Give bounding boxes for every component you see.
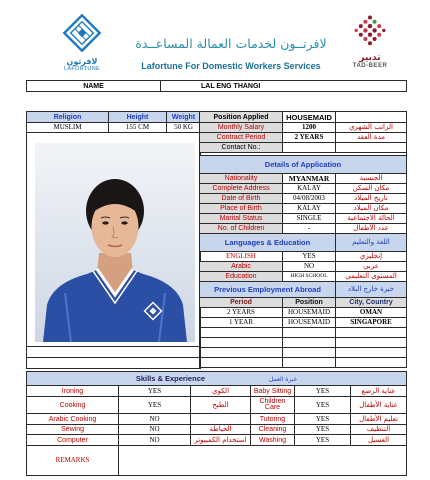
skill-label: Cleaning bbox=[251, 425, 295, 435]
education-value: HIGH SCHOOL bbox=[283, 272, 336, 282]
skill-label: Baby Sitting bbox=[251, 386, 295, 397]
employment-section-title-arabic: خبرة خارج البلاد bbox=[336, 282, 407, 298]
company-title-english: Lafortune For Domestic Workers Services bbox=[141, 61, 321, 71]
employment-period-header: Period bbox=[200, 298, 283, 308]
skill-arabic: الطبخ bbox=[191, 397, 251, 414]
skill-value: YES bbox=[295, 435, 351, 446]
employment-empty-cell bbox=[336, 358, 407, 368]
religion-value: MUSLIM bbox=[27, 123, 109, 133]
skill-label: Computer bbox=[27, 435, 119, 446]
contract-period-label: Contract Period bbox=[200, 133, 283, 143]
details-arabic: الحالة الاجتماعية bbox=[336, 214, 407, 224]
skill-arabic: الكوي bbox=[191, 386, 251, 397]
details-label: Date of Birth bbox=[200, 194, 283, 204]
monthly-salary-value: 1200 bbox=[283, 123, 336, 133]
skills-table bbox=[26, 371, 407, 476]
employment-location: OMAN bbox=[336, 308, 407, 318]
employment-empty-cell bbox=[336, 338, 407, 348]
skill-label: Arabic Cooking bbox=[27, 414, 119, 425]
details-value: 04/08/2003 bbox=[283, 194, 336, 204]
monthly-salary-label: Monthly Salary bbox=[200, 123, 283, 133]
tadbeer-dots-icon bbox=[352, 14, 388, 48]
employment-empty-cell bbox=[336, 328, 407, 338]
skill-value: YES bbox=[119, 386, 191, 397]
employment-empty-cell bbox=[200, 358, 283, 368]
skill-arabic: الغسيل bbox=[351, 435, 407, 446]
language-value: NO bbox=[283, 262, 336, 272]
skill-label: Sewing bbox=[27, 425, 119, 435]
skills-section-title-arabic: خبرة العمل bbox=[268, 375, 298, 383]
skill-value: NO bbox=[119, 435, 191, 446]
employment-period: 2 YEARS bbox=[200, 308, 283, 318]
name-value: LAL ENG THANGI bbox=[161, 81, 407, 92]
skill-value: YES bbox=[295, 414, 351, 425]
skill-value: YES bbox=[295, 386, 351, 397]
skill-value: YES bbox=[295, 425, 351, 435]
name-table bbox=[26, 80, 407, 92]
employment-empty-cell bbox=[283, 338, 336, 348]
empty-row bbox=[27, 358, 201, 369]
education-label: Education bbox=[200, 272, 283, 282]
details-label: Place of Birth bbox=[200, 204, 283, 214]
languages-section-title-arabic: اللغة والتعليم bbox=[336, 234, 407, 252]
lafortune-diamond-icon bbox=[62, 14, 102, 52]
skill-value: YES bbox=[295, 397, 351, 414]
details-value: MYANMAR bbox=[283, 174, 336, 184]
details-value: SINGLE bbox=[283, 214, 336, 224]
details-value: KALAY bbox=[283, 204, 336, 214]
employment-location-header: City, Country bbox=[336, 298, 407, 308]
employment-position: HOUSEMAID bbox=[283, 308, 336, 318]
details-arabic: عدد الأطفال bbox=[336, 224, 407, 234]
skill-value: YES bbox=[119, 397, 191, 414]
skill-value: NO bbox=[119, 425, 191, 435]
skill-label: Ironing bbox=[27, 386, 119, 397]
application-details-table bbox=[199, 111, 407, 368]
weight-value: 50 KG bbox=[167, 123, 201, 133]
details-arabic: الجنسية bbox=[336, 174, 407, 184]
details-label: Nationality bbox=[200, 174, 283, 184]
employment-empty-cell bbox=[283, 328, 336, 338]
languages-section-title: Languages & Education bbox=[200, 234, 336, 252]
details-label: Complete Address bbox=[200, 184, 283, 194]
skill-arabic: تعليم الأطفال bbox=[351, 414, 407, 425]
details-arabic: مكان السكن bbox=[336, 184, 407, 194]
name-label: NAME bbox=[27, 81, 161, 92]
skill-arabic: التنظيف bbox=[351, 425, 407, 435]
empty-row bbox=[27, 347, 201, 358]
height-value: 155 CM bbox=[109, 123, 167, 133]
contact-number-value bbox=[283, 143, 336, 153]
remarks-value bbox=[119, 446, 407, 476]
weight-header: Weight bbox=[167, 112, 201, 123]
employment-location: SINGAPORE bbox=[336, 318, 407, 328]
monthly-salary-arabic: الراتب الشهري bbox=[336, 123, 407, 133]
details-value: - bbox=[283, 224, 336, 234]
details-section-title: Details of Application bbox=[200, 156, 407, 174]
details-label: Marital Status bbox=[200, 214, 283, 224]
employment-empty-cell bbox=[200, 338, 283, 348]
position-applied-label: Position Applied bbox=[200, 112, 283, 123]
tadbeer-logo-arabic: تدبير bbox=[359, 53, 381, 63]
religion-header: Religion bbox=[27, 112, 109, 123]
language-value: YES bbox=[283, 252, 336, 262]
skill-arabic: الخياطة bbox=[191, 425, 251, 435]
remarks-label: REMARKS bbox=[27, 446, 119, 476]
tadbeer-logo bbox=[346, 14, 394, 70]
skill-label: Tutoring bbox=[251, 414, 295, 425]
employment-empty-cell bbox=[336, 348, 407, 358]
tadbeer-logo-english: TAD-BEER bbox=[352, 63, 388, 69]
employment-position-header: Position bbox=[283, 298, 336, 308]
contract-period-arabic: مدة العقد bbox=[336, 133, 407, 143]
employment-empty-cell bbox=[200, 348, 283, 358]
lafortune-logo-english: LAFORTUNE bbox=[64, 66, 100, 72]
contract-period-value: 2 YEARS bbox=[283, 133, 336, 143]
skills-section-title-cell bbox=[27, 372, 407, 386]
skills-section-title: Skills & Experience bbox=[135, 373, 206, 383]
lafortune-logo bbox=[58, 14, 106, 73]
height-header: Height bbox=[109, 112, 167, 123]
details-arabic: مكان الميلاد bbox=[336, 204, 407, 214]
language-label: Arabic bbox=[200, 262, 283, 272]
details-value: KALAY bbox=[283, 184, 336, 194]
language-arabic: عربي bbox=[336, 262, 407, 272]
skill-arabic: استخدام الكمبيوتر bbox=[191, 435, 251, 446]
lafortune-logo-arabic: لافرتون bbox=[66, 57, 98, 66]
employment-empty-cell bbox=[283, 358, 336, 368]
skill-arabic: عناية الأطفال bbox=[351, 397, 407, 414]
skill-value: NO bbox=[119, 414, 191, 425]
skill-label: Children Care bbox=[251, 397, 295, 414]
skill-label: Washing bbox=[251, 435, 295, 446]
position-applied-blank bbox=[336, 112, 407, 123]
position-applied-value: HOUSEMAID bbox=[283, 112, 336, 123]
contact-number-arabic bbox=[336, 143, 407, 153]
details-label: No. of Children bbox=[200, 224, 283, 234]
company-title-arabic: لافرتــون لخدمات العمالة المساعــدة bbox=[135, 36, 327, 51]
employment-period: 1 YEAR bbox=[200, 318, 283, 328]
language-label: ENGLISH bbox=[200, 252, 283, 262]
contact-number-label: Contact No.: bbox=[200, 143, 283, 153]
skill-arabic bbox=[191, 414, 251, 425]
employment-empty-cell bbox=[283, 348, 336, 358]
employment-position: HOUSEMAID bbox=[283, 318, 336, 328]
applicant-photo bbox=[35, 143, 195, 342]
education-arabic: المستوى التعليمي bbox=[336, 272, 407, 282]
skill-label: Cooking bbox=[27, 397, 119, 414]
skill-arabic: عناية الرضع bbox=[351, 386, 407, 397]
details-arabic: تاريخ الميلاد bbox=[336, 194, 407, 204]
employment-section-title: Previous Employment Abroad bbox=[200, 282, 336, 298]
language-arabic: إنجليزي bbox=[336, 252, 407, 262]
employment-empty-cell bbox=[200, 328, 283, 338]
